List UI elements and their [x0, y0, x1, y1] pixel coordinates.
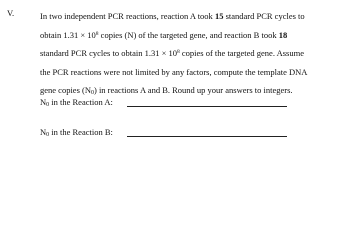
- answer-b-subscript: 0: [46, 132, 50, 138]
- answer-blank-reaction-a[interactable]: [127, 106, 287, 107]
- question-text: [40, 7, 344, 100]
- answer-b-prefix: N: [40, 127, 47, 137]
- question-line-3-part-2: copies of the targeted gene. Assume: [179, 48, 305, 59]
- question-line-5-part-1: gene copies (N: [40, 85, 91, 96]
- answer-a-prefix: N: [40, 97, 47, 107]
- question-line-1-part-2: standard PCR cycles to: [223, 11, 305, 21]
- question-line-3: [40, 44, 344, 63]
- n0-subscript: 0: [90, 90, 94, 97]
- exponent-b: 8: [177, 49, 180, 56]
- question-line-1-part-1: In two independent PCR reactions, reaction A took: [40, 11, 215, 21]
- question-line-2: [40, 26, 344, 45]
- answer-blank-reaction-b[interactable]: [127, 136, 287, 137]
- answer-label-reaction-b: [40, 126, 113, 138]
- question-line-5-part-2: ) in reactions A and B. Round up your answers to integers.: [93, 85, 293, 96]
- question-line-1: [40, 7, 344, 26]
- question-line-3-part-1: standard PCR cycles to obtain 1.31 × 10: [40, 48, 178, 59]
- answer-b-suffix: in the Reaction B:: [49, 127, 113, 137]
- exponent-a: 8: [95, 30, 99, 37]
- answer-a-suffix: in the Reaction A:: [49, 97, 113, 107]
- answer-a-subscript: 0: [46, 102, 50, 108]
- question-number: V.: [7, 8, 15, 18]
- answer-label-reaction-a: [40, 96, 113, 108]
- reaction-b-cycles: 18: [278, 29, 288, 40]
- question-line-4-text: the PCR reactions were not limited by any factors, compute the template DNA: [40, 66, 308, 77]
- question-line-4: [40, 63, 344, 82]
- question-line-2-part-2: copies (N) of the targeted gene, and reaction B took: [98, 29, 279, 40]
- question-line-2-part-1: obtain 1.31 × 10: [40, 29, 96, 40]
- reaction-a-cycles: 15: [214, 11, 224, 21]
